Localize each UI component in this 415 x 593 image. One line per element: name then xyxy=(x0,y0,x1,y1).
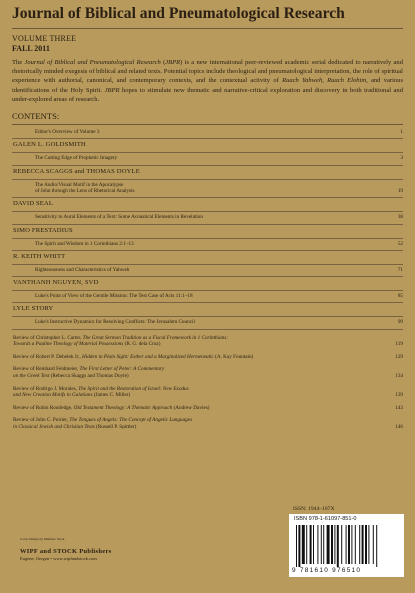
contents-rule xyxy=(12,124,403,125)
toc-entry-title: Luke's Point of View of the Gentile Mission: The Test Case of Acts 11:1–18 xyxy=(35,293,193,300)
toc-entry-page: 3 xyxy=(400,155,403,162)
review-page: 134 xyxy=(395,373,403,380)
review-entry xyxy=(12,386,403,399)
review-entry xyxy=(12,366,403,379)
review-page: 139 xyxy=(395,392,403,399)
toc-author: SIMO FRESTADIUS xyxy=(13,226,73,234)
publisher-logo: WIPF and STOCK Publishers xyxy=(20,548,112,555)
publisher-location: Eugene, Oregon • www.wipfandstock.com xyxy=(20,556,97,561)
toc-entry-title: Righteousness and Characteristics of Yahweh xyxy=(35,266,130,273)
review-entry xyxy=(12,405,403,412)
toc-author: GALEN L. GOLDSMITH xyxy=(13,141,86,149)
divider xyxy=(12,179,403,180)
review-title: Review of Robin Routledge, Old Testament Theology: A Thematic Approach (Andrew Davies) xyxy=(13,404,210,411)
toc-entry xyxy=(12,319,403,325)
review-page: 146 xyxy=(395,424,403,431)
toc-entry-page: 19 xyxy=(397,187,403,194)
review-entry xyxy=(12,354,403,361)
journal-description: The Journal of Biblical and Pneumatological Research (JBPR) is a new international peer-reviewed academic serial dedicated to narratively and rhetorically minded exegesis of biblical and related texts. Potential topics include theological and pneumatological interpretation, the role of spiritual experience with authorial, canonical, and contemporary contexts, and the contextual activity of Ruach Yahweh, Ruach Elohim, and various identifications of the Holy Spirit. JBPR hopes to stimulate new thematic and narrative-critical exploration and discovery in both traditional and under-explored areas of research. xyxy=(12,59,403,103)
toc-entry-title: The Cutting Edge of Prophetic Imagery xyxy=(35,155,118,162)
volume-label: VOLUME THREE xyxy=(12,34,77,43)
toc-entry-title: The Spirit and Wisdom in 1 Corinthians 2:1–13 xyxy=(35,240,134,247)
toc-entry-title: Editor's Overview of Volume 3 xyxy=(35,129,100,136)
toc-entry xyxy=(12,241,403,247)
review-entry xyxy=(12,335,403,348)
toc-entry xyxy=(12,214,403,220)
divider xyxy=(12,264,403,265)
toc-entry-page: 71 xyxy=(397,266,403,273)
divider xyxy=(12,152,403,153)
divider xyxy=(12,290,403,291)
divider xyxy=(12,224,403,225)
toc-entry-title: Luke's Instructive Dynamics for Resolving Conflicts: The Jerusalem Council xyxy=(35,319,195,326)
toc-entry-page: 52 xyxy=(397,240,403,247)
divider xyxy=(12,250,403,251)
cover-design-credit: Cover Design by Matthew Stock xyxy=(20,537,65,541)
toc-entry xyxy=(12,155,403,161)
toc-entry xyxy=(12,129,403,135)
barcode-digits: 9 781610 976510 xyxy=(292,567,362,574)
toc-entry-page: 1 xyxy=(400,129,403,136)
review-title: Review of Robert P. Debelek Jr., Hidden in Plain Sight: Esther and a Marginalized Hermeneutic (A. Kay Fountain) xyxy=(13,353,254,360)
review-title: Review of Rodrigo J. Morales, The Spirit and the Restoration of Israel: New Exodus and New Creation Motifs in Galatians (James C. Miller) xyxy=(13,385,189,399)
contents-heading: CONTENTS: xyxy=(12,111,60,122)
divider xyxy=(12,197,403,198)
book-reviews xyxy=(12,335,403,431)
journal-title: Journal of Biblical and Pneumatological Research xyxy=(12,5,345,22)
review-title: Review of John C. Poirier, The Tongues of Angels: The Concept of Angelic Languages in Classical Jewish and Christian Texts (Russell P. Spittler) xyxy=(13,417,193,431)
toc-author: VANTHANH NGUYEN, SVD xyxy=(13,279,99,287)
divider xyxy=(12,238,403,239)
toc-author: REBECCA SCAGGS and THOMAS DOYLE xyxy=(13,167,140,175)
review-title: Review of Reinhard Feldmeier, The First Letter of Peter: A Commentary on the Greek Text (Rebecca Skaggs and Thomas Doyle) xyxy=(13,366,165,380)
divider xyxy=(12,138,403,139)
toc-entry xyxy=(12,293,403,299)
divider xyxy=(12,329,403,330)
review-page: 129 xyxy=(395,353,403,360)
toc-entry-page: 38 xyxy=(397,214,403,221)
toc-entry-title: Sensitivity to Aural Elements of a Text: Some Acoustical Elements in Revelation xyxy=(35,214,203,221)
toc-entry xyxy=(12,182,403,195)
title-rule xyxy=(12,28,403,29)
divider xyxy=(12,302,403,303)
divider xyxy=(12,211,403,212)
divider xyxy=(12,165,403,166)
toc-entry xyxy=(12,267,403,273)
isbn-label: ISBN 978-1-61097-851-0 xyxy=(294,516,357,522)
review-page: 143 xyxy=(395,404,403,411)
table-of-contents xyxy=(12,129,403,330)
review-title: Review of Christopher L. Carter, The Great Sermon Tradition as a Fiscal Framework in 1 Corinthians: Towards a Pauline Theology of Material Possessions (R. G. dela Cruz) xyxy=(13,334,229,348)
toc-author: DAVID SEAL xyxy=(13,200,54,208)
issn-label: ISSN: 1944–107X xyxy=(293,506,335,512)
season-label: FALL 2011 xyxy=(12,43,50,53)
review-page: 119 xyxy=(395,341,403,348)
barcode-icon xyxy=(295,525,398,567)
toc-author: R. KEITH WHITT xyxy=(13,252,66,260)
toc-author: LYLE STORY xyxy=(13,305,54,313)
toc-entry-page: 99 xyxy=(397,319,403,326)
toc-entry-page: 85 xyxy=(397,293,403,300)
toc-entry-title: The Audio/Visual Motif in the Apocalypse of John through the Lens of Rhetorical Analysis xyxy=(35,181,135,194)
review-entry xyxy=(12,417,403,430)
divider xyxy=(12,316,403,317)
divider xyxy=(12,276,403,277)
isbn-barcode xyxy=(289,514,404,577)
